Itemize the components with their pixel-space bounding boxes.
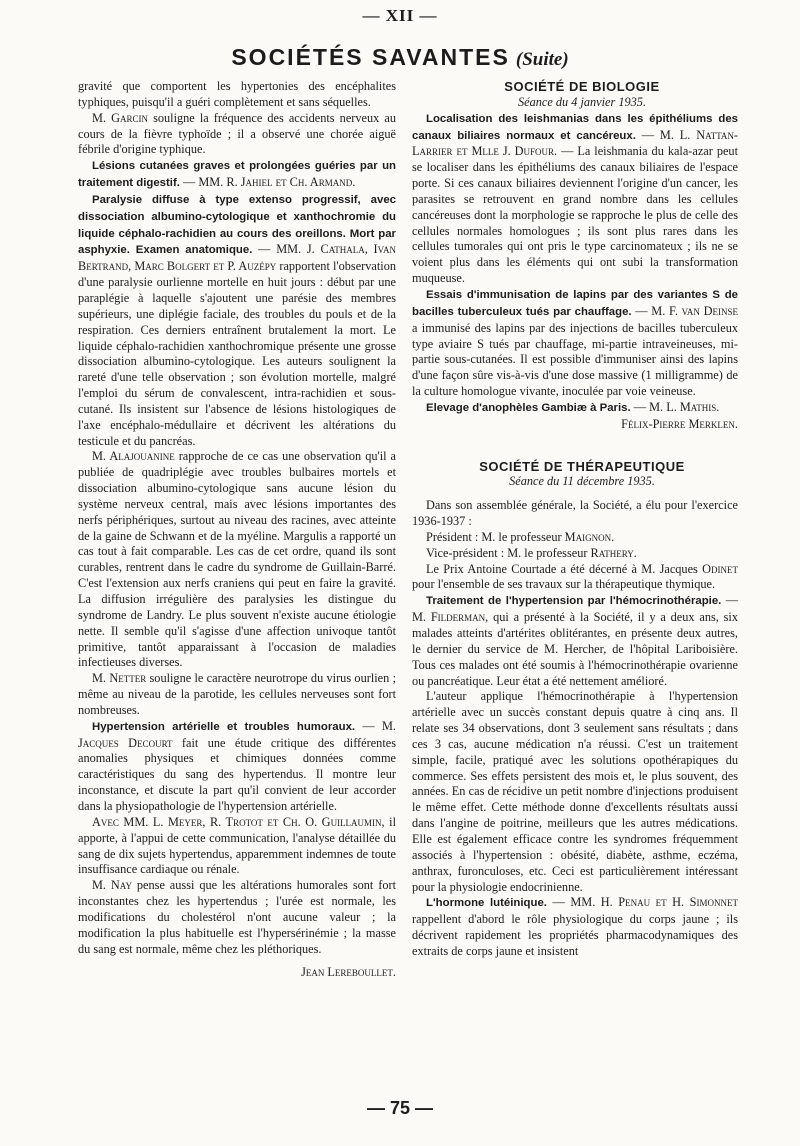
abstract-heading: Lésions cutanées graves et prolongées guéries par un traitement digestif. <box>78 160 396 190</box>
paragraph <box>78 815 396 878</box>
paragraph-text: souligne le caractère neurotrope du virus ourlien ; même au niveau de la parotide, les cellules nerveuses sont fort nombreuses. <box>78 671 396 717</box>
author-name: M. Netter <box>92 671 147 686</box>
paragraph-text: a immunisé des lapins par des injections de bacilles tuberculeux type aviaire S tués par chauffage, mi-partie intraveineuses, mi-partie sous-cutanées. Il est possible d'immuniser ainsi des lapins d'une façon sûre vis-à-vis d'une dose massive (1 milligramme) de la culture homologue vivante, inoculée par voie veineuse. <box>412 320 738 399</box>
paragraph <box>412 593 738 689</box>
paragraph <box>78 719 396 815</box>
paragraph <box>412 546 738 562</box>
paragraph <box>78 158 396 192</box>
paragraph-text: rapportent l'observation d'une paralysie ourlienne mortelle en huit jours : début par une paraplégie à laquelle s'ajoutent une parésie des membres supérieurs, une diplégie faciale, des troubles du pouls et de la respiration. Ces derniers entraînent brutalement la mort. Le liquide céphalo-rachidien xanthochromique présente une grosse dissociation albumino-cytologique. Les auteurs soulignent la rareté d'une telle observation ; son évolution mortelle, malgré l'emploi du sérum de convalescent, intra-rachidien et sous-cutané. Ils insistent sur l'absence de lésions histologiques de l'axe encéphalo-médullaire et décrivent les altérations du testicule et du pancréas. <box>78 259 397 448</box>
paragraph <box>78 192 396 450</box>
paragraph: L'auteur applique l'hémocrinothérapie à l'hypertension artérielle avec un succès constant depuis quatre à cinq ans. Il relate ses 34 observations, dont 3 seulement sans résultats ; dans ces 3 cas, aucune médication n'a réussi. C'est un traitement simple, facile, pratiqué avec les solutions opothérapiques du commerce. Ses effets persistent des mois et, le plus souvent, des années. En cas de récidive un petit nombre d'injections produisent le même effet. Cette méthode donne d'excellents résultats aussi dans l'angine de poitrine, meilleurs que les autres médications. Elle est également efficace contre les syndromes fréquemment associés à l'hypertension : obésité, diabète, asthme, eczéma, anthrax, furonculoses, etc. Ceci est particulièrement intéressant pour la physiologie endocrinienne. <box>412 689 738 894</box>
paragraph: gravité que comportent les hypertonies des encéphalites typhiques, puisqu'il a guéri complètement et sans séquelles. <box>78 79 396 109</box>
author-names: — MM. R. Jahiel et Ch. Armand. <box>179 175 356 190</box>
paragraph <box>412 530 738 546</box>
author-name: Odinet <box>702 561 738 576</box>
paragraph-text: — La leishmania du kala-azar peut se localiser dans les épithéliums des canaux biliaires de l'espace porte. Si ces canaux biliaires deviennent l'origine d'un cancer, les parasites se retrouvent en grand nombre dans les cellules cancéreuses dont la morphologie se rapproche le plus de celle des cellules normales homologues ; ils sont plus rares dans les cellules tumorales qui ont pris le type carcinomateux ; ils ne se voient plus dans les éléments qui ont subi la transformation muqueuse. <box>412 144 738 286</box>
paragraph <box>412 400 738 417</box>
section-title-biologie: SOCIÉTÉ DE BIOLOGIE <box>504 79 660 94</box>
paragraph-text: qui a présenté à la Société, il y a deux ans, six malades atteints d'artérites oblitérantes, en présente deux autres, le dernier du service de M. Hercher, de l'hôpital Lariboisière. Tous ces malades ont été soumis à l'hémocrinothérapie ovarienne ou pancréatique. Leur état a été nettement amélioré. <box>412 610 738 688</box>
abstract-heading: Hypertension artérielle et troubles humoraux. <box>92 720 356 733</box>
paragraph-text: il apporte, à l'appui de cette communication, l'analyse détaillée du sang de dix sujets hypertendus, apparemment indemnes de toute insuffisance cardiaque ou rénale. <box>78 814 396 877</box>
paragraph <box>78 449 396 671</box>
office-label: Président : M. le professeur <box>426 529 565 544</box>
abstract-heading: Localisation des leishmanias dans les épithéliums des canaux biliaires normaux et cancéreux. <box>412 112 738 142</box>
running-header-suite: (Suite) <box>515 49 569 70</box>
paragraph-text: Le Prix Antoine Courtade a été décerné à M. Jacques <box>426 561 703 576</box>
paragraph <box>412 287 738 400</box>
author-names: — MM. J. Cathala, Ivan Bertrand, Marc Bolgert et P. Auzépy <box>78 242 396 274</box>
author-name: — M. Filderman, <box>412 593 739 625</box>
paragraph <box>78 111 396 159</box>
paragraph-text: rapproche de ce cas une observation qu'il a publiée de quadriplégie avec troubles bulbaires mortels et dissociation albumino-cytologique sans aucune lésion du système nerveux central, mais avec lésions importantes des nerfs périphériques, surtout au niveau des racines, avec atteinte de la gaine de Schwann et de la myéline. Margulis a rapporté un cas tout à fait comparable. Les cas de cet ordre, quand ils sont curables, rentrent dans le cadre du syndrome de Guillain-Barré. C'est l'extension aux nerfs craniens qui peut en faire la gravité. La diffusion irrégulière des paralysies les distingue du syndrome de Landry. Le plus souvent n'existe aucune étiologie nette. Il semble qu'il s'agisse d'une affection univoque tantôt primitive, tantôt apparaissant à l'occasion de maladies infectieuses diverses. <box>78 449 396 670</box>
officer-name: Maignon. <box>564 529 615 544</box>
left-column <box>78 79 396 981</box>
abstract-heading: Paralysie diffuse à type extenso progressif, avec dissociation albumino-cytologique et xanthochromie du liquide céphalo-rachidien au cours des oreillons. Mort par asphyxie. Examen anatomique. <box>78 193 396 257</box>
office-label: Vice-président : M. le professeur <box>426 545 591 560</box>
signature: Félix-Pierre Merklen. <box>621 416 738 431</box>
page-number: — 75 — <box>366 1098 434 1118</box>
author-names: — M. L. Nattan-Larrier et Mlle J. Dufour. <box>412 127 738 159</box>
author-name: M. Nay <box>92 878 132 893</box>
paragraph-text: fait une étude critique des différentes anomalies physiques et chimiques données comme caractéristiques du sang des hypertendus. Il montre leur inconstance, et discute la part qu'il convient de leur accorder dans la physiopathologie de l'hypertension artérielle. <box>78 735 396 813</box>
paragraph <box>78 878 396 957</box>
section-title-therapeutique: SOCIÉTÉ DE THÉRAPEUTIQUE <box>479 458 685 474</box>
paragraph <box>78 671 396 719</box>
roman-folio: — XII — <box>362 6 438 25</box>
author-names: — M. F. van Deinse <box>631 303 738 318</box>
running-header <box>0 44 800 71</box>
paragraph <box>412 111 738 287</box>
paragraph-text: souligne la fréquence des accidents nerveux au cours de la fièvre typhoïde ; il a observé une chorée aiguë fébrile d'origine typhique. <box>78 110 396 157</box>
running-header-title: SOCIÉTÉS SAVANTES <box>231 44 510 70</box>
paragraph <box>412 562 738 594</box>
section-date: Séance du 11 décembre 1935. <box>509 474 655 489</box>
abstract-heading: Traitement de l'hypertension par l'hémocrinothérapie. <box>426 595 722 608</box>
author-names: — M. Jacques Decourt <box>78 718 396 750</box>
section-date: Séance du 4 janvier 1935. <box>517 94 647 109</box>
author-names: — MM. H. Penau et H. Simonnet <box>546 895 738 910</box>
paragraph-text: pour l'ensemble de ses travaux sur la thérapeutique thymique. <box>412 577 716 592</box>
author-name: M. Garcin <box>92 110 148 125</box>
paragraph-text: pense aussi que les altérations humorales sont fort inconstantes chez les hypertendus ; l'urée est normale, les modifications du cholestérol n'ont aucune valeur ; la modification la plus habituelle est l'hypersérinémie ; la masse du sang est normale, même chez les pléthoriques. <box>78 878 397 956</box>
paragraph-text: rappellent d'abord le rôle physiologique du corps jaune ; ils décrivent rapidement les propriétés pharmacodynamiques des extraits de corps jaune et insistent <box>412 912 738 958</box>
paragraph <box>412 895 738 959</box>
signature: Jean Lereboullet. <box>301 965 396 980</box>
author-names: — M. L. Mathis. <box>630 399 720 414</box>
officer-name: Rathery. <box>590 545 637 560</box>
abstract-heading: L'hormone lutéinique. <box>426 897 547 910</box>
author-name: M. Alajouanine <box>92 449 175 464</box>
abstract-heading: Essais d'immunisation de lapins par des variantes S de bacilles tuberculeux tués par chauffage. <box>412 288 738 318</box>
abstract-heading: Elevage d'anophèles Gambiæ à Paris. <box>426 401 631 414</box>
author-names: Avec MM. L. Meyer, R. Trotot et Ch. O. Guillaumin, <box>92 814 385 829</box>
right-column <box>412 79 738 960</box>
paragraph: Dans son assemblée générale, la Société, a élu pour l'exercice 1936-1937 : <box>412 498 738 529</box>
